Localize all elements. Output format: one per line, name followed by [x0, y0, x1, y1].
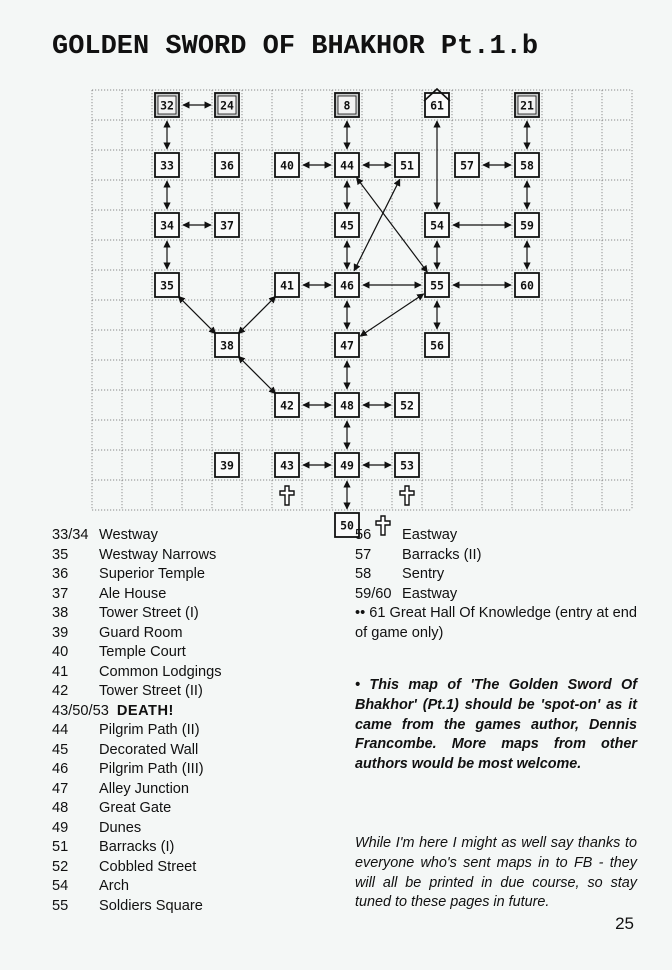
legend-left-entry [52, 682, 222, 702]
room-number: 45 [340, 218, 354, 233]
location-number: 37 [52, 585, 69, 602]
legend-right-entry [355, 585, 645, 605]
room-number: 59 [520, 218, 534, 233]
room-number: 48 [340, 398, 354, 413]
legend-left-entry [52, 838, 222, 858]
location-name: Tower Street (II) [99, 683, 203, 699]
room-number: 40 [280, 158, 294, 173]
legend-right-entry [355, 565, 645, 585]
legend-left-entry [52, 741, 222, 761]
legend-left-entry [52, 546, 222, 566]
location-number: 52 [52, 858, 69, 875]
room-number: 39 [220, 458, 234, 473]
legend-left-entry [52, 877, 222, 897]
room-number: 58 [520, 158, 534, 173]
room-number: 24 [220, 98, 234, 113]
location-number: 42 [52, 683, 69, 699]
location-name: Arch [99, 878, 130, 894]
legend-left-entry [52, 721, 222, 741]
room-number: 52 [400, 398, 414, 413]
legend-left [52, 526, 222, 916]
room-number: 61 [430, 98, 444, 113]
room-number: 57 [460, 158, 474, 173]
room-number: 33 [160, 158, 174, 173]
location-name: Sentry [402, 566, 445, 582]
legend-left-entry [52, 799, 222, 819]
location-number: 51 [52, 839, 69, 855]
legend-left-entry [52, 643, 222, 663]
legend-left-entry [52, 760, 222, 780]
adventure-map [90, 84, 630, 533]
location-number: 38 [52, 605, 69, 621]
legend-right-entry [355, 546, 645, 566]
map-link [178, 296, 215, 333]
room-number: 46 [340, 278, 354, 293]
location-number: 48 [52, 800, 69, 816]
location-number: 55 [52, 897, 69, 914]
location-name: Barracks (II) [402, 546, 482, 563]
location-number: 43/50/53 [52, 702, 109, 719]
location-number: 54 [52, 878, 69, 894]
location-name: Ale House [99, 585, 167, 602]
grave-cross-icon [400, 486, 414, 505]
legend-left-entry [52, 702, 222, 722]
room-number: 42 [280, 398, 294, 413]
location-number: 39 [52, 624, 69, 641]
room-number: 36 [220, 158, 234, 173]
location-number: 41 [52, 663, 69, 680]
location-name: DEATH! [116, 702, 174, 719]
location-number: 44 [52, 722, 69, 738]
map-link [238, 296, 275, 333]
legend-left-entry [52, 663, 222, 683]
location-number: 59/60 [355, 585, 392, 602]
legend-left-entry [52, 604, 222, 624]
location-name: Eastway [402, 585, 458, 602]
location-name: Tower Street (I) [99, 605, 199, 621]
room-number: 43 [280, 458, 294, 473]
room-number: 38 [220, 338, 234, 353]
location-name: Pilgrim Path (III) [99, 761, 204, 777]
legend-left-entry [52, 565, 222, 585]
legend-left-entry [52, 585, 222, 605]
legend-left-entry [52, 858, 222, 878]
location-number: 36 [52, 566, 69, 582]
legend-left-entry [52, 526, 222, 546]
legend-left-entry [52, 897, 222, 917]
room-number: 50 [340, 518, 354, 533]
room-number: 32 [160, 98, 174, 113]
room-number: 37 [220, 218, 234, 233]
location-name: Eastway [402, 527, 458, 543]
legend-right-entry [355, 526, 645, 546]
room-number: 21 [520, 98, 534, 113]
legend-right [355, 526, 645, 643]
map-link [354, 179, 400, 270]
location-number: 46 [52, 761, 69, 777]
legend-left-entry [52, 819, 222, 839]
room-number: 34 [160, 218, 174, 233]
legend-left-entry [52, 624, 222, 644]
room-number: 60 [520, 278, 534, 293]
room-number: 53 [400, 458, 414, 473]
author-note: • This map of 'The Golden Sword Of Bhakhor' (Pt.1) should be 'spot-on' as it came from the games author, Dennis Francombe. More maps from other authors would be most welcome. [355, 677, 637, 772]
location-number: 45 [52, 741, 69, 758]
room-number: 41 [280, 278, 294, 293]
map-link [238, 356, 275, 393]
room-number: 44 [340, 158, 354, 173]
grave-cross-icon [280, 486, 294, 505]
location-number: 33/34 [52, 527, 89, 543]
location-name: Guard Room [99, 624, 183, 641]
location-number: 56 [355, 527, 372, 543]
location-name: Soldiers Square [99, 897, 203, 914]
location-name: Superior Temple [99, 566, 205, 582]
location-name: Common Lodgings [99, 663, 222, 680]
room-number: 8 [343, 98, 351, 113]
location-number: 35 [52, 546, 69, 563]
page-number: 25 [615, 914, 634, 933]
location-name: Dunes [99, 819, 142, 836]
room-number: 54 [430, 218, 444, 233]
location-number: 49 [52, 819, 69, 836]
location-number: 47 [52, 780, 69, 797]
location-name: Cobbled Street [99, 858, 197, 875]
location-name: Barracks (I) [99, 839, 175, 855]
location-number: 40 [52, 644, 69, 660]
location-number: 58 [355, 566, 372, 582]
thanks-note: While I'm here I might as well say thanks to everyone who's sent maps in to FB - they will all be printed in due course, so stay tuned to these pages in future. [355, 835, 637, 911]
location-name: Alley Junction [99, 780, 190, 797]
page-title: GOLDEN SWORD OF BHAKHOR Pt.1.b [52, 32, 539, 62]
location-name: Westway [99, 527, 158, 543]
location-name: Great Gate [99, 800, 172, 816]
location-name: Westway Narrows [99, 546, 217, 563]
room-number: 47 [340, 338, 354, 353]
legend-left-entry [52, 780, 222, 800]
room-number: 55 [430, 278, 444, 293]
room-number: 56 [430, 338, 444, 353]
room-number: 35 [160, 278, 174, 293]
location-number: 57 [355, 546, 372, 563]
location-name: Decorated Wall [99, 741, 199, 758]
room-number: 51 [400, 158, 414, 173]
legend-entry-61: •• 61 Great Hall Of Knowledge (entry at end of game only) [355, 605, 637, 641]
location-name: Temple Court [99, 644, 186, 660]
room-number: 49 [340, 458, 354, 473]
location-name: Pilgrim Path (II) [99, 722, 200, 738]
